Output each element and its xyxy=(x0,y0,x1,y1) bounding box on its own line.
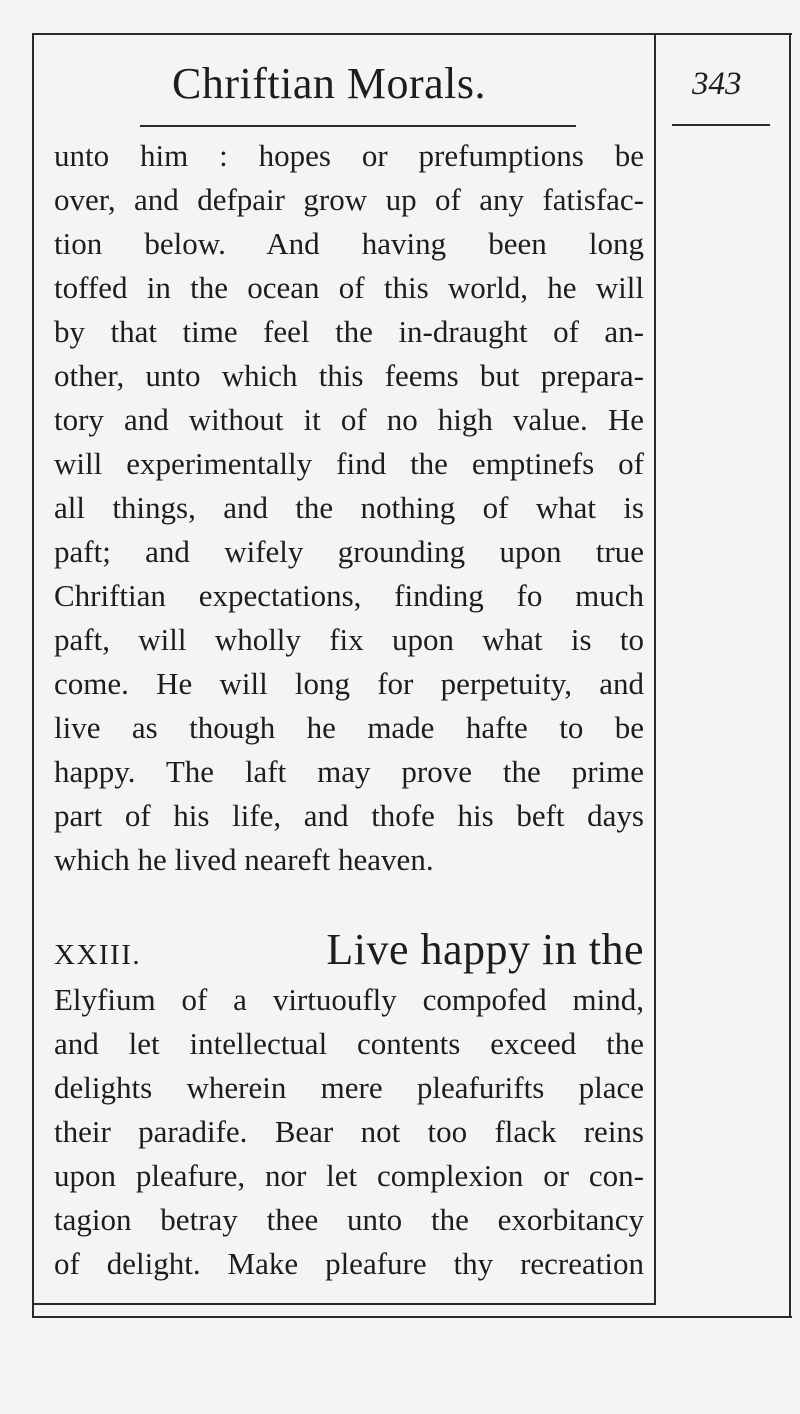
text-line: Elyfium of a virtuoufly compofed mind, xyxy=(54,982,644,1017)
text-line: over, and defpair grow up of any fatisfac- xyxy=(54,182,644,217)
running-head-rule xyxy=(140,125,576,127)
body-text xyxy=(54,134,644,1286)
text-line: their paradife. Bear not too flack reins xyxy=(54,1114,644,1149)
text-line: come. He will long for perpetuity, and xyxy=(54,666,644,701)
text-line: paft, will wholly fix upon what is to xyxy=(54,622,644,657)
frame-right-rule xyxy=(789,33,791,1318)
frame-bottom-rule xyxy=(32,1316,792,1318)
text-line: happy. The laft may prove the prime xyxy=(54,754,644,789)
text-line: Chriftian expectations, finding fo much xyxy=(54,578,644,613)
text-line: tory and without it of no high value. He xyxy=(54,402,644,437)
text-line: part of his life, and thofe his beft days xyxy=(54,798,644,833)
text-line: upon pleafure, nor let complexion or con- xyxy=(54,1158,644,1193)
page-number: 343 xyxy=(692,66,742,102)
text-line: and let intellectual contents exceed the xyxy=(54,1026,644,1061)
text-line: tagion betray thee unto the exorbitancy xyxy=(54,1202,644,1237)
page-number-rule xyxy=(672,124,770,126)
text-line: unto him : hopes or prefumptions be xyxy=(54,138,644,173)
running-head: Chriftian Morals. xyxy=(172,59,487,108)
section-title: Live happy in the xyxy=(326,925,644,974)
text-line: by that time feel the in-draught of an- xyxy=(54,314,644,349)
text-line: tion below. And having been long xyxy=(54,226,644,261)
text-line: will experimentally find the emptinefs of xyxy=(54,446,644,481)
frame-top-rule xyxy=(32,33,792,35)
text-line: of delight. Make pleafure thy recreation xyxy=(54,1246,644,1281)
text-column-bottom-rule xyxy=(32,1303,656,1305)
section-gap xyxy=(54,882,644,922)
text-line: paft; and wifely grounding upon true xyxy=(54,534,644,569)
text-line: which he lived neareft heaven. xyxy=(54,842,434,877)
section-heading xyxy=(54,922,644,978)
text-line: other, unto which this feems but prepara- xyxy=(54,358,644,393)
text-line: all things, and the nothing of what is xyxy=(54,490,644,525)
text-line: live as though he made hafte to be xyxy=(54,710,644,745)
text-line: toffed in the ocean of this world, he will xyxy=(54,270,644,305)
section-number: XXIII. xyxy=(54,939,142,971)
frame-left-rule xyxy=(32,33,34,1318)
margin-column-divider xyxy=(654,33,656,1303)
text-line: delights wherein mere pleafurifts place xyxy=(54,1070,644,1105)
